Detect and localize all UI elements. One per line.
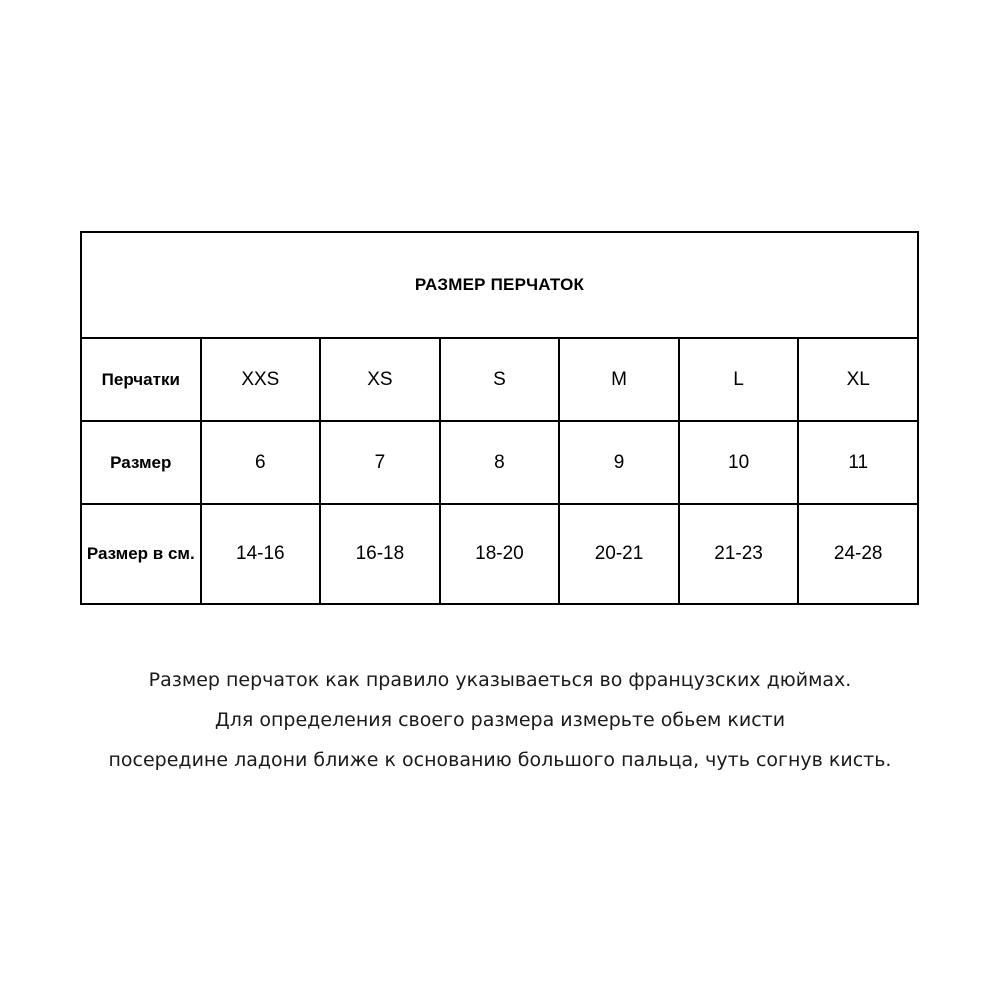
table-cell: 16-18 <box>320 504 440 604</box>
table-cell: 21-23 <box>679 504 799 604</box>
table-cell: 14-16 <box>201 504 321 604</box>
table-cell: 11 <box>798 421 918 504</box>
note-line: посередине ладони ближе к основанию большого пальца, чуть согнув кисть. <box>108 749 892 771</box>
note-line: Для определения своего размера измерьте обьем кисти <box>214 709 786 731</box>
table-cell: XL <box>798 338 918 421</box>
table-row-gloves <box>81 338 918 421</box>
table-cell: M <box>559 338 679 421</box>
table-cell: 10 <box>679 421 799 504</box>
table-title: РАЗМЕР ПЕРЧАТОК <box>81 232 918 338</box>
row-header-size-cm: Размер в см. <box>81 504 201 604</box>
table-cell: 20-21 <box>559 504 679 604</box>
note-line: Размер перчаток как правило указываеться во французских дюймах. <box>148 669 852 691</box>
table-cell: XS <box>320 338 440 421</box>
table-cell: 6 <box>201 421 321 504</box>
table-cell: 18-20 <box>440 504 560 604</box>
table-cell: 7 <box>320 421 440 504</box>
row-header-gloves: Перчатки <box>81 338 201 421</box>
table-cell: S <box>440 338 560 421</box>
table-cell: XXS <box>201 338 321 421</box>
table-row-size <box>81 421 918 504</box>
table-row-size-cm <box>81 504 918 604</box>
table-cell: L <box>679 338 799 421</box>
table-cell: 24-28 <box>798 504 918 604</box>
table-cell: 8 <box>440 421 560 504</box>
row-header-size: Размер <box>81 421 201 504</box>
table-cell: 9 <box>559 421 679 504</box>
glove-size-table <box>80 231 919 605</box>
measurement-note <box>0 660 1000 780</box>
table-title-row <box>81 232 918 338</box>
